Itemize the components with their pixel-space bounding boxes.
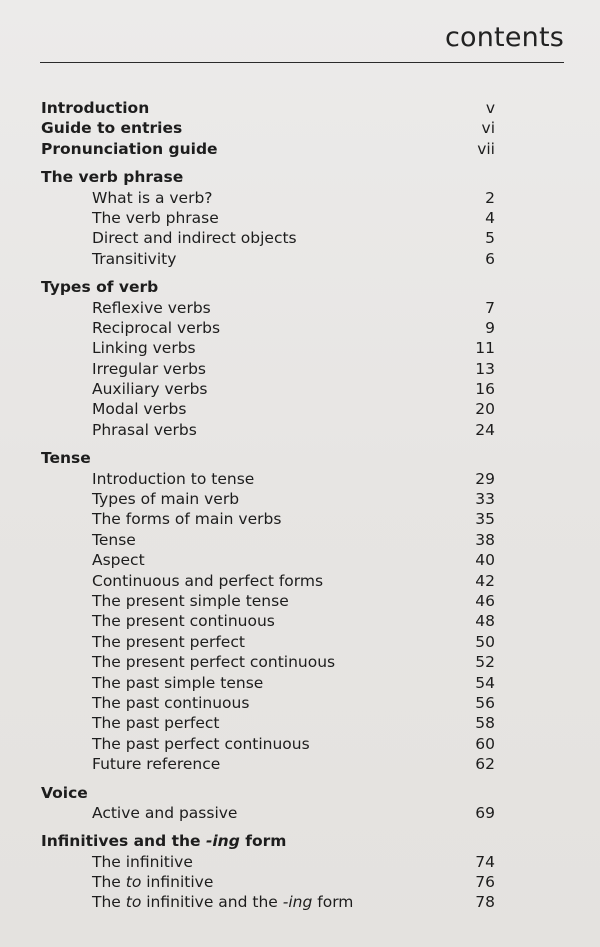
- toc-entry[interactable]: [41, 530, 495, 550]
- toc-page-number: 56: [475, 693, 495, 712]
- toc-entry[interactable]: [41, 803, 495, 823]
- toc-page-number: 62: [475, 755, 495, 774]
- toc-page-number: 48: [475, 612, 495, 631]
- toc-page-number: 2: [485, 188, 495, 207]
- toc-entry-label: Phrasal verbs: [92, 420, 197, 439]
- toc-section-heading: [41, 167, 495, 187]
- toc-entry-label: The present continuous: [92, 612, 275, 631]
- toc-entry-label: The present simple tense: [92, 591, 289, 610]
- toc-entry-label: Linking verbs: [92, 339, 196, 358]
- toc-page-number: 60: [475, 734, 495, 753]
- toc-entry-label: The past simple tense: [92, 673, 264, 692]
- toc-section-heading: [41, 448, 495, 468]
- toc-entry[interactable]: [41, 379, 495, 399]
- toc-page-number: 13: [475, 359, 495, 378]
- toc-entry-label: Introduction to tense: [92, 469, 255, 488]
- section-title: Types of verb: [41, 278, 159, 297]
- toc-entry[interactable]: [41, 469, 495, 489]
- toc-page-number: 7: [485, 298, 495, 317]
- toc-entry-label: The infinitive: [92, 852, 193, 871]
- toc-page-number: 42: [475, 571, 495, 590]
- toc-page-number: 78: [475, 893, 495, 912]
- toc-entry[interactable]: [41, 420, 495, 440]
- toc-entry-label: What is a verb?: [92, 188, 213, 207]
- toc-entry-label: The past perfect: [92, 714, 220, 733]
- toc-entry-label: The past continuous: [92, 693, 250, 712]
- toc-entry-label: Transitivity: [92, 249, 177, 268]
- toc-entry-label: Continuous and perfect forms: [92, 571, 324, 590]
- toc-entry-label: Pronunciation guide: [41, 139, 218, 158]
- toc-entry[interactable]: [41, 399, 495, 419]
- toc-entry[interactable]: [41, 611, 495, 631]
- header-rule: [40, 62, 564, 63]
- toc-section-heading: [41, 831, 495, 851]
- toc-entry[interactable]: [41, 318, 495, 338]
- toc-page-number: 33: [475, 490, 495, 509]
- toc-page-number: 52: [475, 653, 495, 672]
- toc-entry-label: The to infinitive and the -ing form: [92, 893, 354, 912]
- toc-entry[interactable]: [41, 652, 495, 672]
- toc-page-number: 9: [485, 318, 495, 337]
- toc-entry-label: Active and passive: [92, 803, 238, 822]
- toc-page-number: vii: [477, 139, 495, 158]
- toc-entry-label: Auxiliary verbs: [92, 380, 208, 399]
- toc-page-number: 24: [475, 420, 495, 439]
- toc-entry-label: Aspect: [92, 551, 145, 570]
- toc-entry-label: Irregular verbs: [92, 359, 207, 378]
- toc-entry[interactable]: [41, 591, 495, 611]
- toc-entry[interactable]: [41, 571, 495, 591]
- table-of-contents: [41, 98, 495, 913]
- section-title: Tense: [41, 449, 91, 468]
- toc-entry-label: Types of main verb: [92, 490, 240, 509]
- toc-page-number: 69: [475, 803, 495, 822]
- toc-page-number: 11: [475, 339, 495, 358]
- toc-page-number: 46: [475, 591, 495, 610]
- toc-page-number: 58: [475, 714, 495, 733]
- toc-page-number: 40: [475, 551, 495, 570]
- toc-entry[interactable]: [41, 713, 495, 733]
- toc-entry-label: The verb phrase: [92, 208, 219, 227]
- toc-entry-label: Reflexive verbs: [92, 298, 211, 317]
- toc-entry[interactable]: [41, 208, 495, 228]
- toc-entry-label: Introduction: [41, 99, 150, 117]
- toc-entry-guide-to-entries[interactable]: [41, 118, 495, 138]
- toc-entry[interactable]: [41, 693, 495, 713]
- toc-entry[interactable]: [41, 489, 495, 509]
- toc-page-number: 20: [475, 400, 495, 419]
- toc-entry[interactable]: [41, 188, 495, 208]
- toc-entry[interactable]: [41, 509, 495, 529]
- toc-entry[interactable]: [41, 298, 495, 318]
- toc-page-number: 76: [475, 873, 495, 892]
- toc-entry-label: Tense: [92, 530, 136, 549]
- toc-entry-label: The present perfect: [92, 632, 245, 651]
- section-title: Infinitives and the -ing form: [41, 832, 287, 851]
- toc-entry-label: Reciprocal verbs: [92, 318, 221, 337]
- toc-page-number: 38: [475, 530, 495, 549]
- section-title: Voice: [41, 783, 88, 802]
- toc-page-number: 50: [475, 632, 495, 651]
- toc-page-number: v: [485, 99, 495, 117]
- toc-entry[interactable]: [41, 249, 495, 269]
- toc-entry[interactable]: [41, 338, 495, 358]
- toc-entry-label: Direct and indirect objects: [92, 229, 297, 248]
- toc-entry-label: The to infinitive: [92, 873, 214, 892]
- toc-entry[interactable]: [41, 673, 495, 693]
- toc-entry[interactable]: [41, 872, 495, 892]
- toc-entry[interactable]: [41, 892, 495, 912]
- toc-entry[interactable]: [41, 550, 495, 570]
- toc-section-heading: [41, 783, 495, 803]
- toc-page-number: 35: [475, 510, 495, 529]
- toc-page-number: 5: [485, 229, 495, 248]
- toc-entry[interactable]: [41, 754, 495, 774]
- toc-entry-label: The present perfect continuous: [92, 653, 336, 672]
- toc-entry[interactable]: [41, 734, 495, 754]
- toc-entry-pronunciation-guide[interactable]: [41, 139, 495, 159]
- toc-section-heading: [41, 277, 495, 297]
- page-title: contents: [444, 22, 564, 53]
- toc-entry-label: The forms of main verbs: [92, 510, 282, 529]
- toc-entry[interactable]: [41, 359, 495, 379]
- toc-entry[interactable]: [41, 852, 495, 872]
- toc-entry-label: Guide to entries: [41, 119, 183, 138]
- toc-entry-label: The past perfect continuous: [92, 734, 310, 753]
- toc-entry[interactable]: [41, 228, 495, 248]
- toc-entry-label: Modal verbs: [92, 400, 187, 419]
- toc-entry[interactable]: [41, 632, 495, 652]
- toc-page-number: 74: [475, 852, 495, 871]
- toc-page-number: 6: [485, 249, 495, 268]
- toc-entry-introduction[interactable]: [41, 98, 495, 118]
- toc-page-number: 29: [475, 469, 495, 488]
- toc-page-number: 54: [475, 673, 495, 692]
- toc-page-number: vi: [481, 119, 495, 138]
- toc-entry-label: Future reference: [92, 755, 221, 774]
- toc-page-number: 16: [475, 380, 495, 399]
- section-title: The verb phrase: [41, 168, 184, 187]
- toc-page-number: 4: [485, 208, 495, 227]
